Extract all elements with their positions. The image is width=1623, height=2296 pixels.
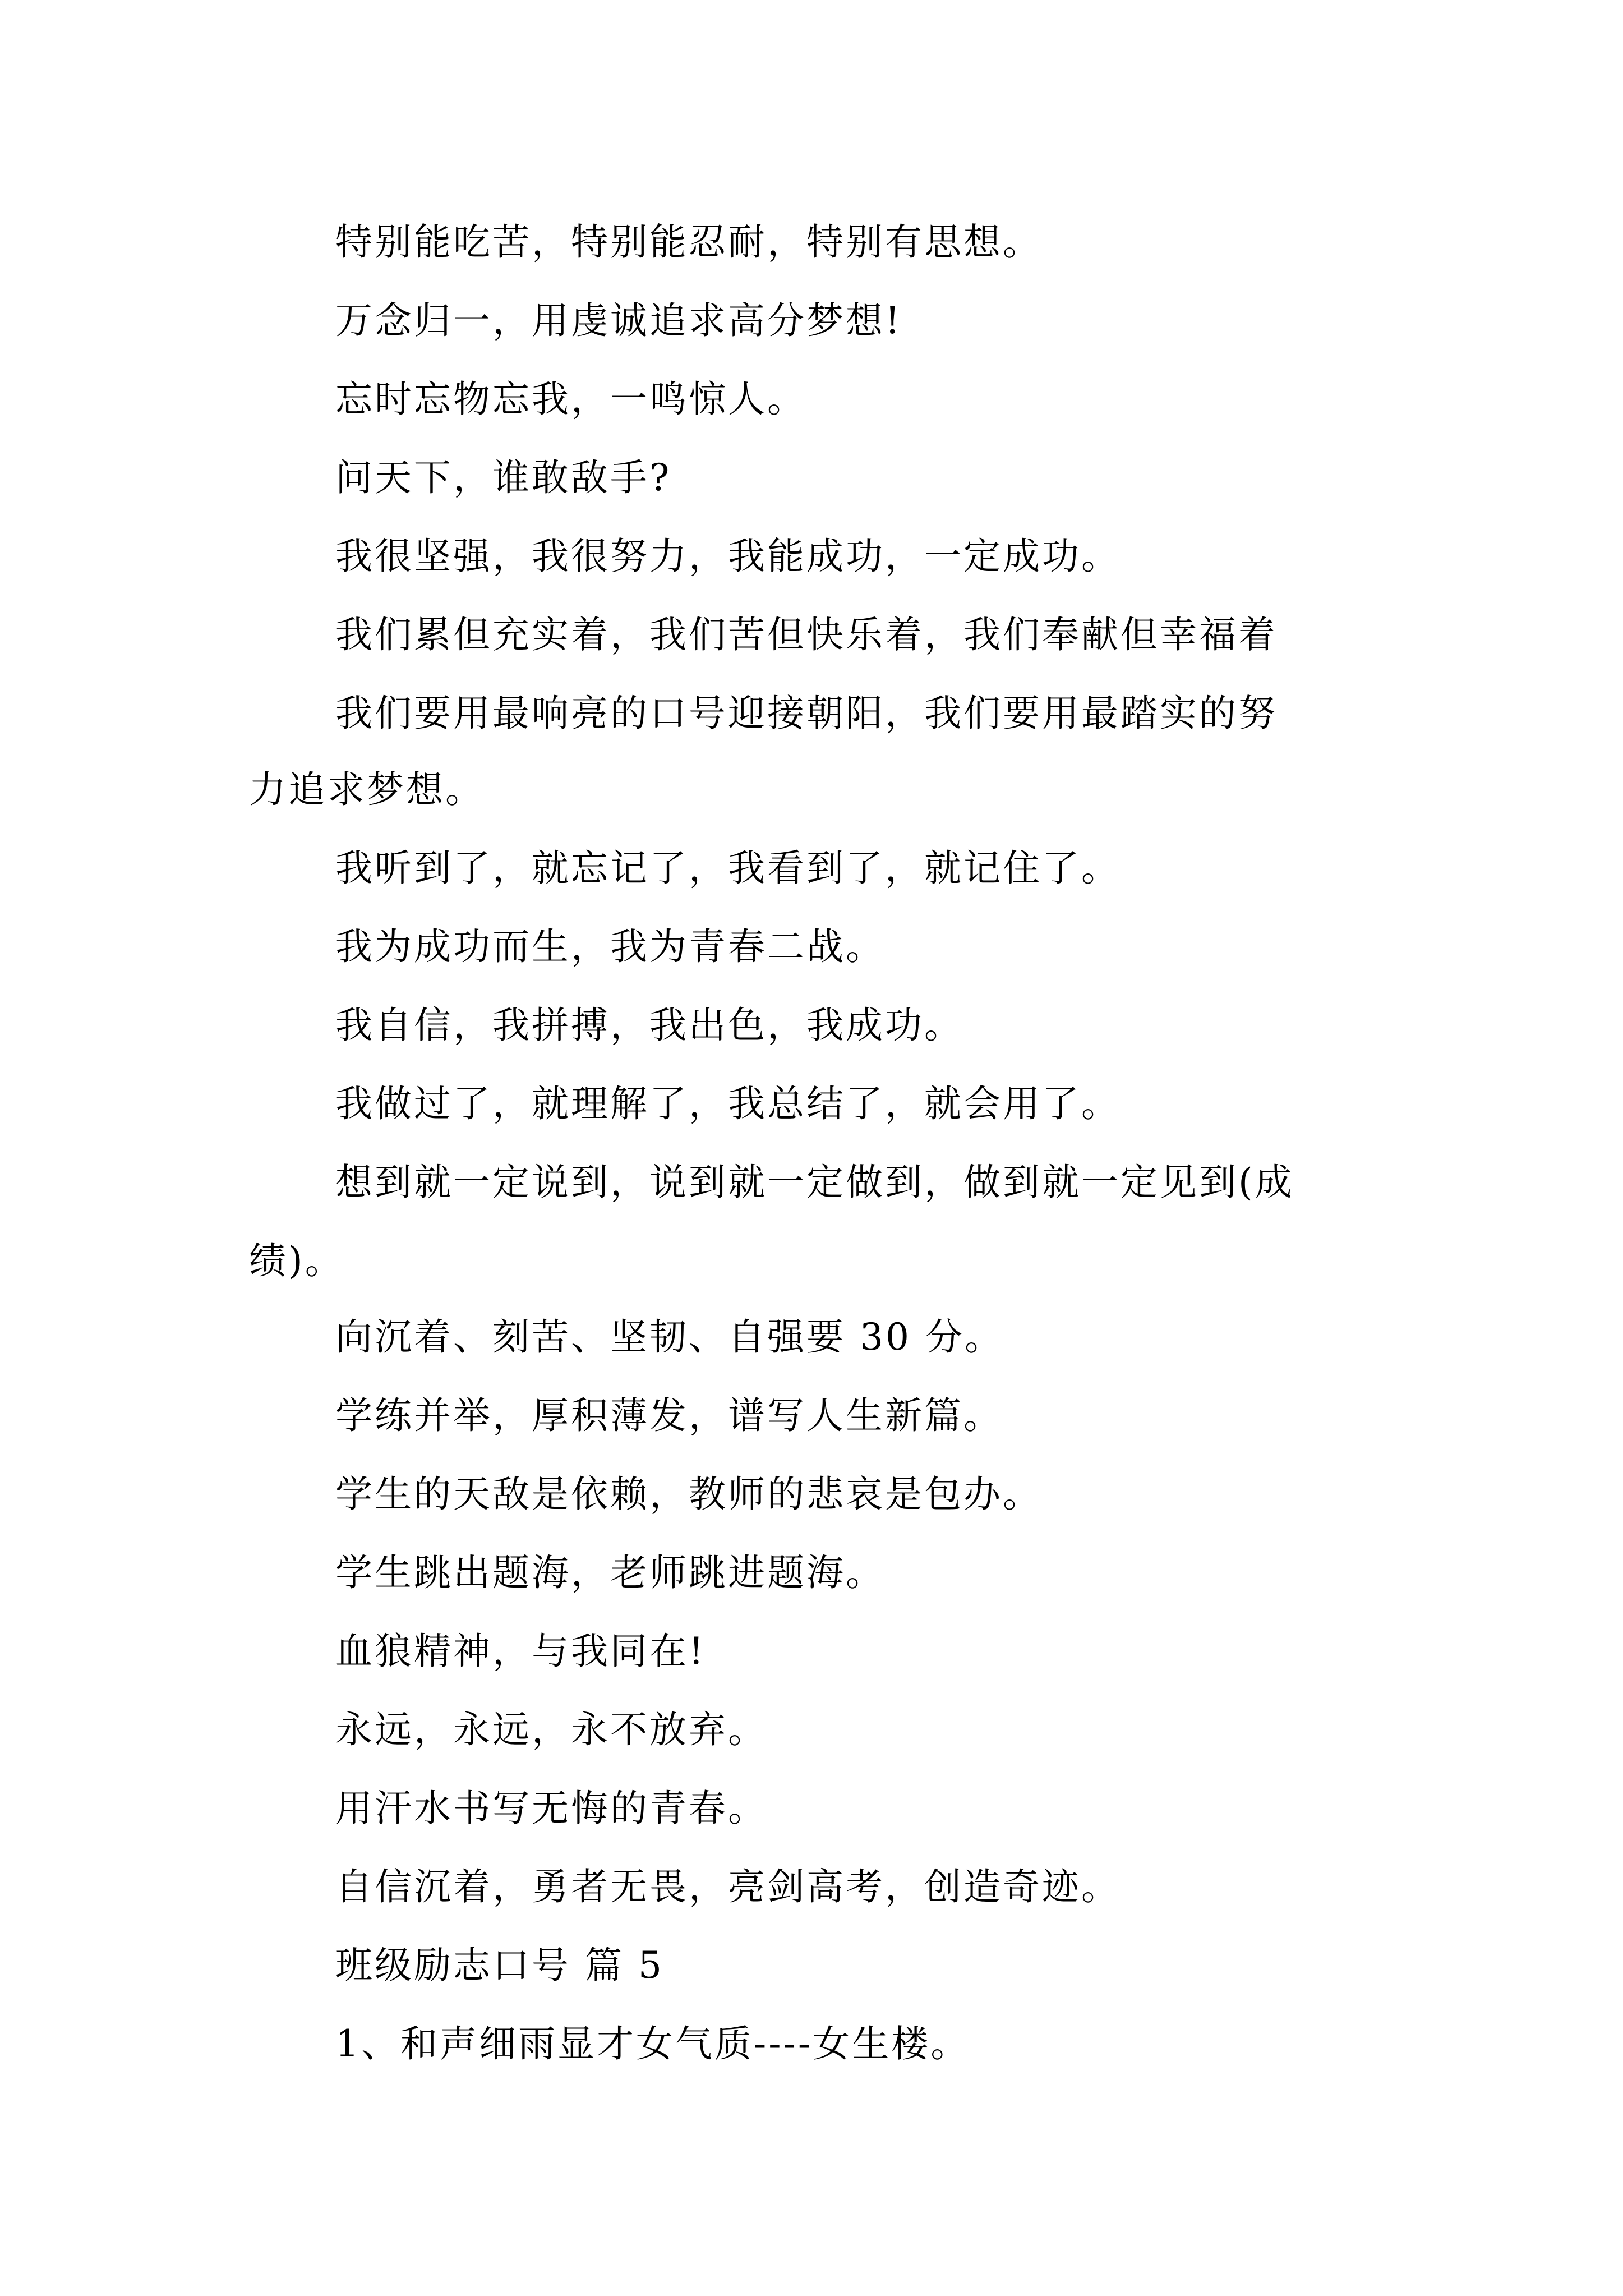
text-line: 力追求梦想。: [249, 768, 485, 811]
text-line: 万念归一，用虔诚追求高分梦想!: [335, 299, 902, 342]
text-line: 永远，永远，永不放弃。: [335, 1708, 767, 1751]
text-line: 用汗水书写无悔的青春。: [335, 1787, 767, 1830]
section-heading: 班级励志口号 篇 5: [335, 1944, 664, 1987]
text-line: 向沉着、刻苦、坚韧、自强要 30 分。: [335, 1315, 1004, 1359]
text-line: 学生跳出题海，老师跳进题海。: [335, 1551, 885, 1594]
text-line: 我做过了，就理解了，我总结了，就会用了。: [335, 1082, 1121, 1125]
text-line: 我为成功而生，我为青春二战。: [335, 925, 885, 968]
text-line: 我们累但充实着，我们苦但快乐着，我们奉献但幸福着: [335, 613, 1278, 656]
text-line: 特别能吃苦，特别能忍耐，特别有思想。: [335, 220, 1042, 264]
text-line: 绩)。: [249, 1239, 344, 1282]
text-line: 血狼精神，与我同在!: [335, 1630, 706, 1673]
text-line: 1、和声细雨显才女气质----女生楼。: [335, 2022, 970, 2065]
text-line: 学生的天敌是依赖，教师的悲哀是包办。: [335, 1473, 1042, 1516]
text-line: 问天下，谁敢敌手?: [335, 456, 672, 499]
text-line: 自信沉着，勇者无畏，亮剑高考，创造奇迹。: [335, 1865, 1121, 1908]
text-line: 学练并举，厚积薄发，谱写人生新篇。: [335, 1394, 1003, 1437]
text-line: 我们要用最响亮的口号迎接朝阳，我们要用最踏实的努: [335, 692, 1278, 735]
text-line: 我自信，我拼搏，我出色，我成功。: [335, 1004, 963, 1047]
text-line: 忘时忘物忘我，一鸣惊人。: [335, 378, 806, 421]
text-line: 我听到了，就忘记了，我看到了，就记住了。: [335, 846, 1121, 890]
text-line: 我很坚强，我很努力，我能成功，一定成功。: [335, 535, 1121, 578]
text-line: 想到就一定说到，说到就一定做到，做到就一定见到(成: [335, 1161, 1294, 1204]
